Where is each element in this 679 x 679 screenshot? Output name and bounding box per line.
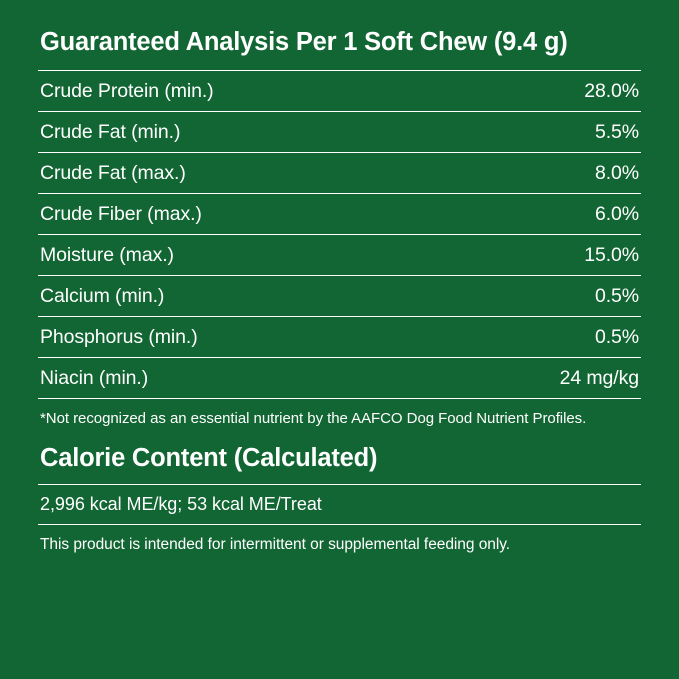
- table-row: [38, 71, 641, 111]
- nutrient-name: Phosphorus (min.): [40, 326, 198, 348]
- nutrient-value: 0.5%: [594, 326, 639, 348]
- nutrient-value: 8.0%: [594, 162, 639, 184]
- table-row: [38, 153, 641, 193]
- nutrient-value: 5.5%: [594, 121, 639, 143]
- guaranteed-analysis-title: Guaranteed Analysis Per 1 Soft Chew (9.4 g): [40, 28, 568, 56]
- nutrient-name: Crude Protein (min.): [40, 80, 214, 102]
- table-row: [38, 194, 641, 234]
- table-row: [38, 235, 641, 275]
- nutrient-value: 24 mg/kg: [559, 367, 639, 389]
- table-row: [38, 112, 641, 152]
- nutrient-value: 15.0%: [584, 244, 639, 266]
- table-row: [38, 317, 641, 357]
- table-row: [38, 358, 641, 398]
- nutrient-value: 0.5%: [594, 285, 639, 307]
- nutrient-value: 28.0%: [584, 80, 639, 102]
- nutrient-name: Crude Fat (max.): [40, 162, 186, 184]
- nutrient-name: Calcium (min.): [40, 285, 165, 307]
- calorie-content-value: 2,996 kcal ME/kg; 53 kcal ME/Treat: [40, 494, 322, 514]
- table-row: [38, 276, 641, 316]
- nutrient-name: Crude Fiber (max.): [40, 203, 202, 225]
- nutrition-panel: [38, 28, 641, 556]
- nutrient-name: Moisture (max.): [40, 244, 174, 266]
- calorie-content-title: Calorie Content (Calculated): [40, 444, 378, 472]
- nutrient-value: 6.0%: [594, 203, 639, 225]
- nutrient-name: Niacin (min.): [40, 367, 149, 389]
- feeding-note: This product is intended for intermittent or supplemental feeding only.: [40, 536, 511, 553]
- aafco-footnote: *Not recognized as an essential nutrient by the AAFCO Dog Food Nutrient Profiles.: [40, 410, 587, 427]
- nutrient-name: Crude Fat (min.): [40, 121, 181, 143]
